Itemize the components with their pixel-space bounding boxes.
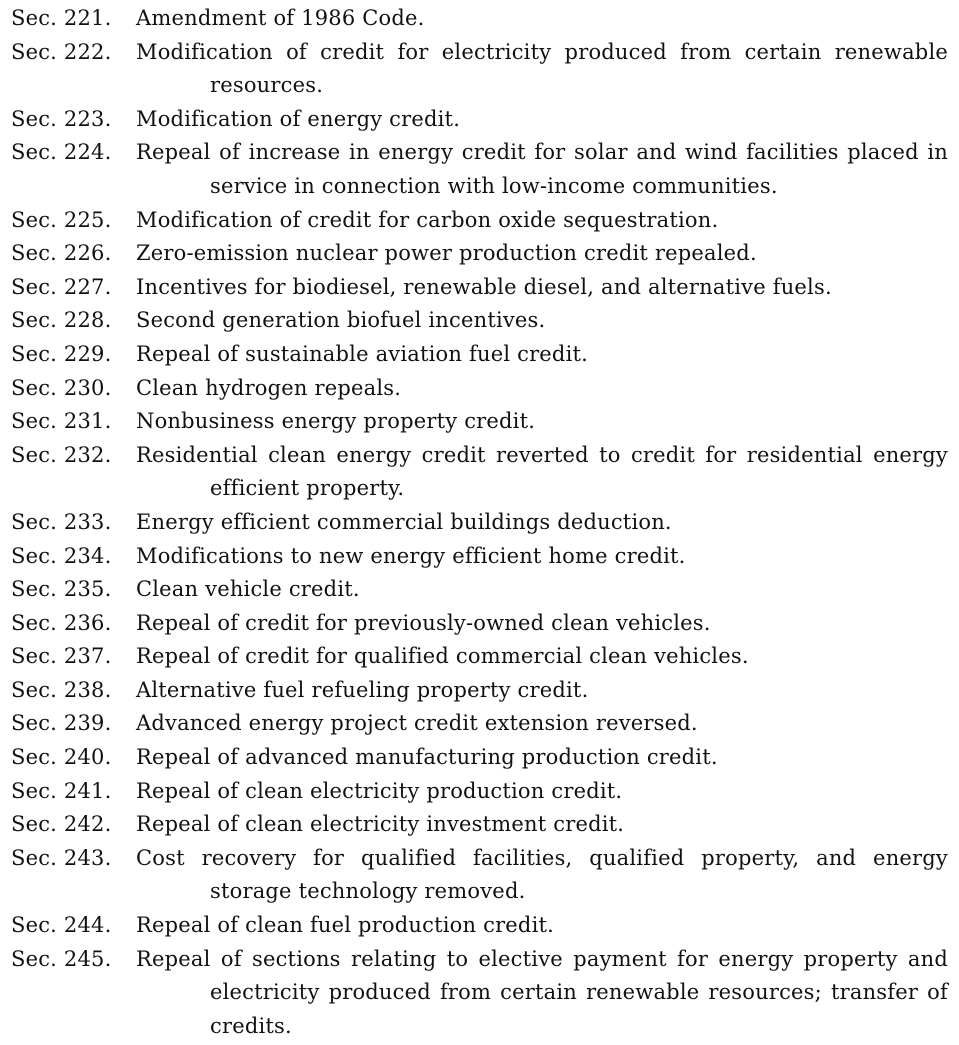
section-title: Repeal of credit for qualified commercial clean vehicles. bbox=[136, 644, 749, 669]
section-title: Incentives for biodiesel, renewable diesel, and alternative fuels. bbox=[136, 274, 832, 299]
section-title: Repeal of clean electricity investment credit. bbox=[136, 812, 625, 837]
section-title: Repeal of sections relating to elective payment for energy property and electricity produced from certain renewable resources; transfer of credits. bbox=[136, 946, 948, 1038]
section-title: Repeal of advanced manufacturing production credit. bbox=[136, 745, 718, 770]
toc-entry-242 bbox=[11, 808, 948, 842]
section-title: Advanced energy project credit extension reversed. bbox=[136, 711, 698, 736]
section-title: Clean vehicle credit. bbox=[136, 577, 360, 602]
section-number: Sec. 221. bbox=[11, 6, 112, 30]
section-title: Clean hydrogen repeals. bbox=[136, 375, 402, 400]
toc-entry-230 bbox=[11, 372, 948, 406]
section-number: Sec. 244. bbox=[11, 913, 112, 938]
section-title: Residential clean energy credit reverted to credit for residential energy efficient property. bbox=[136, 442, 948, 501]
section-number: Sec. 241. bbox=[11, 778, 112, 803]
toc-entry-225 bbox=[11, 204, 948, 238]
section-number: Sec. 242. bbox=[11, 812, 112, 837]
toc-entry-234 bbox=[11, 540, 948, 574]
section-number: Sec. 236. bbox=[11, 610, 112, 635]
section-title: Modifications to new energy efficient home credit. bbox=[136, 543, 686, 568]
toc-entry-232 bbox=[11, 439, 948, 506]
section-number: Sec. 243. bbox=[11, 845, 112, 870]
section-title: Modification of credit for carbon oxide sequestration. bbox=[136, 207, 719, 232]
toc-entry-237 bbox=[11, 640, 948, 674]
section-number: Sec. 234. bbox=[11, 543, 112, 568]
section-number: Sec. 228. bbox=[11, 308, 112, 333]
section-title: Modification of energy credit. bbox=[136, 106, 461, 131]
section-title: Nonbusiness energy property credit. bbox=[136, 409, 536, 434]
section-number: Sec. 224. bbox=[11, 140, 112, 165]
toc-entry-228 bbox=[11, 304, 948, 338]
section-title: Alternative fuel refueling property credit. bbox=[136, 677, 589, 702]
toc-entry-223 bbox=[11, 103, 948, 137]
section-title: Repeal of clean fuel production credit. bbox=[136, 913, 555, 938]
toc-entry-239 bbox=[11, 707, 948, 741]
table-of-contents bbox=[11, 2, 948, 1043]
toc-entry-236 bbox=[11, 607, 948, 641]
toc-entry-235 bbox=[11, 573, 948, 607]
section-number: Sec. 222. bbox=[11, 39, 112, 64]
toc-entry-221 bbox=[11, 2, 948, 36]
section-number: Sec. 238. bbox=[11, 677, 112, 702]
section-number: Sec. 239. bbox=[11, 711, 112, 736]
section-number: Sec. 230. bbox=[11, 375, 112, 400]
section-title: Repeal of increase in energy credit for solar and wind facilities placed in service in connection with low-income communities. bbox=[136, 140, 948, 198]
toc-entry-233 bbox=[11, 506, 948, 540]
toc-entry-240 bbox=[11, 741, 948, 775]
section-number: Sec. 233. bbox=[11, 509, 112, 534]
section-title: Second generation biofuel incentives. bbox=[136, 308, 546, 333]
section-number: Sec. 226. bbox=[11, 241, 112, 266]
section-number: Sec. 227. bbox=[11, 274, 112, 299]
toc-entry-245 bbox=[11, 943, 948, 1044]
section-number: Sec. 223. bbox=[11, 106, 112, 131]
section-number: Sec. 232. bbox=[11, 442, 112, 467]
toc-entry-243 bbox=[11, 842, 948, 909]
toc-entry-241 bbox=[11, 775, 948, 809]
toc-entry-231 bbox=[11, 405, 948, 439]
section-title: Repeal of credit for previously-owned clean vehicles. bbox=[136, 610, 711, 635]
section-title: Amendment of 1986 Code. bbox=[136, 6, 425, 30]
section-title: Repeal of clean electricity production credit. bbox=[136, 778, 623, 803]
section-number: Sec. 235. bbox=[11, 577, 112, 602]
toc-entry-238 bbox=[11, 674, 948, 708]
section-title: Repeal of sustainable aviation fuel credit. bbox=[136, 341, 589, 366]
section-number: Sec. 237. bbox=[11, 644, 112, 669]
toc-entry-244 bbox=[11, 909, 948, 943]
section-number: Sec. 245. bbox=[11, 946, 112, 971]
section-title: Energy efficient commercial buildings deduction. bbox=[136, 509, 672, 534]
toc-entry-222 bbox=[11, 36, 948, 103]
section-number: Sec. 225. bbox=[11, 207, 112, 232]
toc-entry-226 bbox=[11, 237, 948, 271]
section-title: Cost recovery for qualified facilities, qualified property, and energy storage technology removed. bbox=[136, 845, 948, 904]
section-title: Zero-emission nuclear power production credit repealed. bbox=[136, 241, 757, 266]
section-title: Modification of credit for electricity produced from certain renewable resources. bbox=[136, 39, 948, 98]
toc-entry-227 bbox=[11, 271, 948, 305]
section-number: Sec. 240. bbox=[11, 745, 112, 770]
section-number: Sec. 231. bbox=[11, 409, 112, 434]
section-number: Sec. 229. bbox=[11, 341, 112, 366]
toc-entry-229 bbox=[11, 338, 948, 372]
toc-entry-224 bbox=[11, 136, 948, 203]
